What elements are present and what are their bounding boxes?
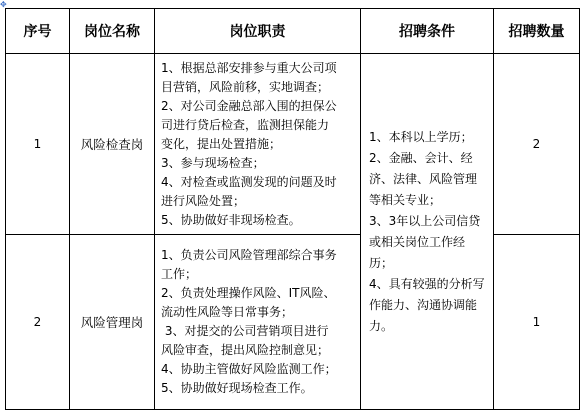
duty-line: 1、根据总部安排参与重大公司项	[161, 60, 337, 75]
row-2-duties	[155, 235, 361, 410]
row-2-count: 1	[494, 235, 580, 410]
duty-line: 工作；	[161, 267, 198, 281]
row-2-no: 2	[6, 235, 70, 410]
row-2-post-cell	[70, 235, 155, 410]
header-post: 岗位名称	[70, 9, 155, 54]
duty-line: 2、负责处理操作风险、IT风险、	[161, 286, 336, 300]
duty-line: 3、参与现场检查；	[161, 155, 265, 170]
header-count: 招聘数量	[494, 9, 580, 54]
duty-line: 司进行贷后检查，监测担保能力	[161, 117, 330, 132]
duty-line: 目营销，风险前移，实地调查；	[161, 79, 330, 94]
duty-line: 进行风险处置；	[161, 193, 246, 208]
table-anchor-icon: ✥	[0, 0, 7, 9]
duty-line: 4、协助主管做好风险监测工作；	[161, 362, 337, 376]
requirement-item: 1、本科以上学历；	[369, 129, 473, 144]
duty-line: 5、协助做好非现场检查。	[161, 212, 301, 227]
header-requirements: 招聘条件	[361, 9, 494, 54]
duty-line: 风险审查，提出风险控制意见；	[161, 343, 330, 357]
duty-line: 4、对检查或监测发现的问题及时	[161, 174, 337, 189]
requirement-item: 4、具有较强的分析写作能力、沟通协调能力。	[369, 276, 485, 333]
duty-line: 2、对公司金融总部入围的担保公	[161, 98, 337, 113]
duty-line: 变化，提出处置措施；	[161, 136, 282, 151]
duty-line: 3、对提交的公司营销项目进行	[161, 324, 329, 338]
duty-line: 流动性风险等日常事务；	[161, 305, 294, 319]
header-no: 序号	[6, 9, 70, 54]
requirement-item: 2、金融、会计、经济、法律、风险管理等相关专业；	[369, 150, 478, 207]
duty-line: 1、负责公司风险管理部综合事务	[161, 248, 337, 262]
header-duties: 岗位职责	[155, 9, 361, 54]
row-1-count: 2	[494, 54, 580, 235]
row-1-no: 1	[6, 54, 70, 235]
row-1-post-cell	[70, 54, 155, 235]
requirements-cell	[361, 54, 494, 410]
duty-line: 5、协助做好现场检查工作。	[161, 381, 313, 395]
row-2-post: 风险管理岗	[80, 314, 144, 330]
row-1-post: 风险检查岗	[80, 136, 144, 152]
row-1-duties	[155, 54, 361, 235]
table-row	[6, 54, 580, 235]
table-header-row	[6, 9, 580, 54]
requirement-item: 3、3年以上公司信贷或相关岗位工作经历；	[369, 213, 481, 270]
recruitment-table	[5, 8, 580, 410]
table-row	[6, 235, 580, 410]
